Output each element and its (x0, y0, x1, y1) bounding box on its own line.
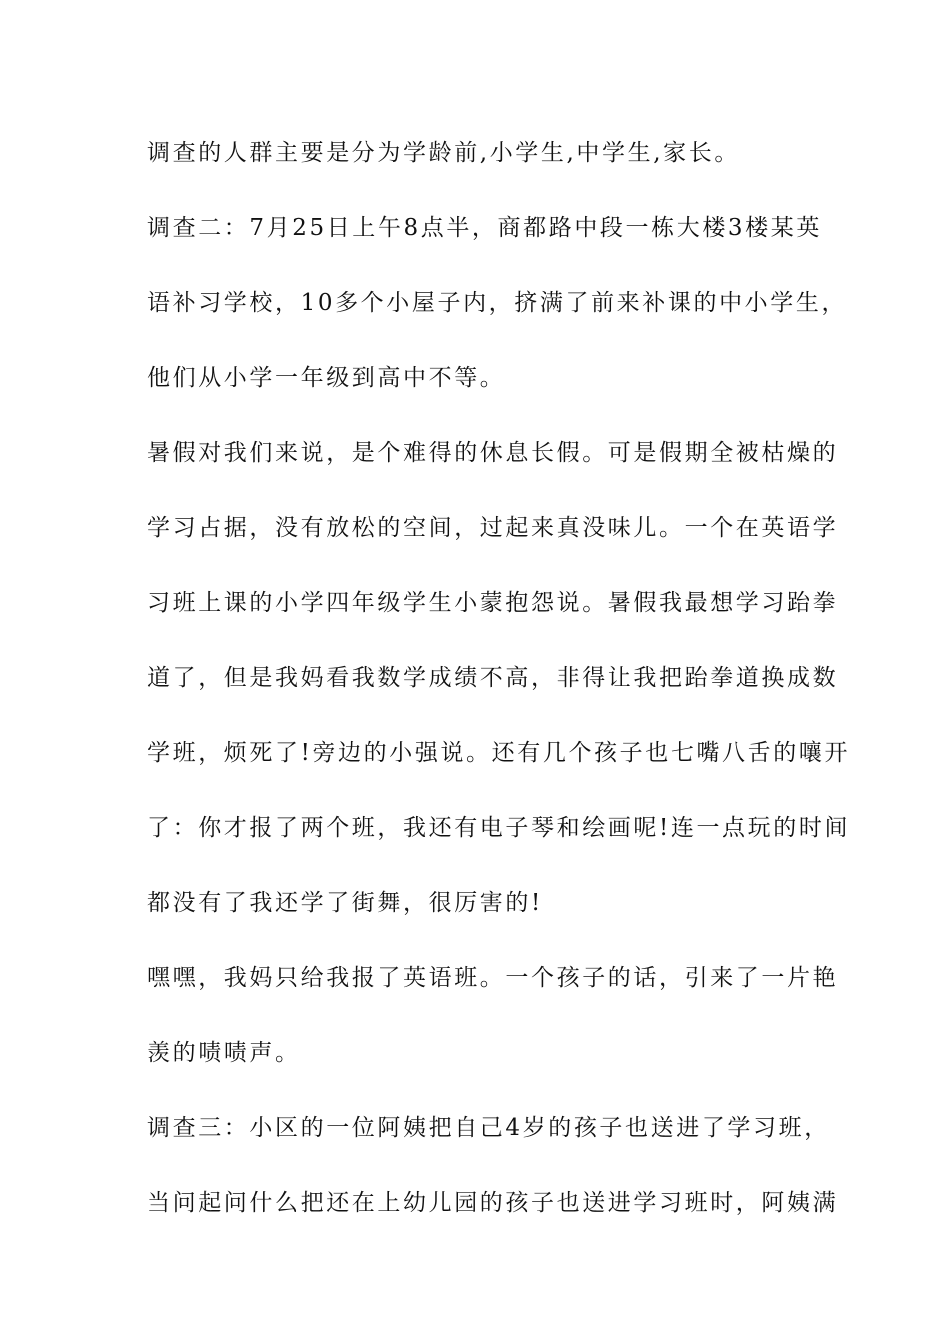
body-text (147, 128, 851, 1253)
text-line: 暑假对我们来说，是个难得的休息长假。可是假期全被枯燥的 (147, 440, 839, 466)
text-line: 学习占据，没有放松的空间，过起来真没味儿。一个在英语学 (147, 515, 839, 541)
text-line: 都没有了我还学了街舞，很厉害的! (147, 890, 543, 916)
text-line: 嘿嘿，我妈只给我报了英语班。一个孩子的话，引来了一片艳 (147, 965, 839, 991)
text-line: 学班，烦死了!旁边的小强说。还有几个孩子也七嘴八舌的嚷开 (147, 740, 851, 766)
text-line: 调查三：小区的一位阿姨把自己4岁的孩子也送进了学习班， (147, 1115, 830, 1141)
text-line: 他们从小学一年级到高中不等。 (147, 365, 506, 391)
text-line: 羡的啧啧声。 (147, 1040, 301, 1066)
text-line: 当问起问什么把还在上幼儿园的孩子也送进学习班时，阿姨满 (147, 1190, 839, 1216)
text-line: 习班上课的小学四年级学生小蒙抱怨说。暑假我最想学习跆拳 (147, 590, 839, 616)
text-line: 道了，但是我妈看我数学成绩不高，非得让我把跆拳道换成数 (147, 665, 839, 691)
text-line: 语补习学校，10多个小屋子内，挤满了前来补课的中小学生， (147, 290, 848, 316)
text-line: 调查二：7月25日上午8点半，商都路中段一栋大楼3楼某英 (147, 215, 822, 241)
text-line: 调查的人群主要是分为学龄前,小学生,中学生,家长。 (147, 140, 740, 166)
text-line: 了：你才报了两个班，我还有电子琴和绘画呢!连一点玩的时间 (147, 815, 851, 841)
